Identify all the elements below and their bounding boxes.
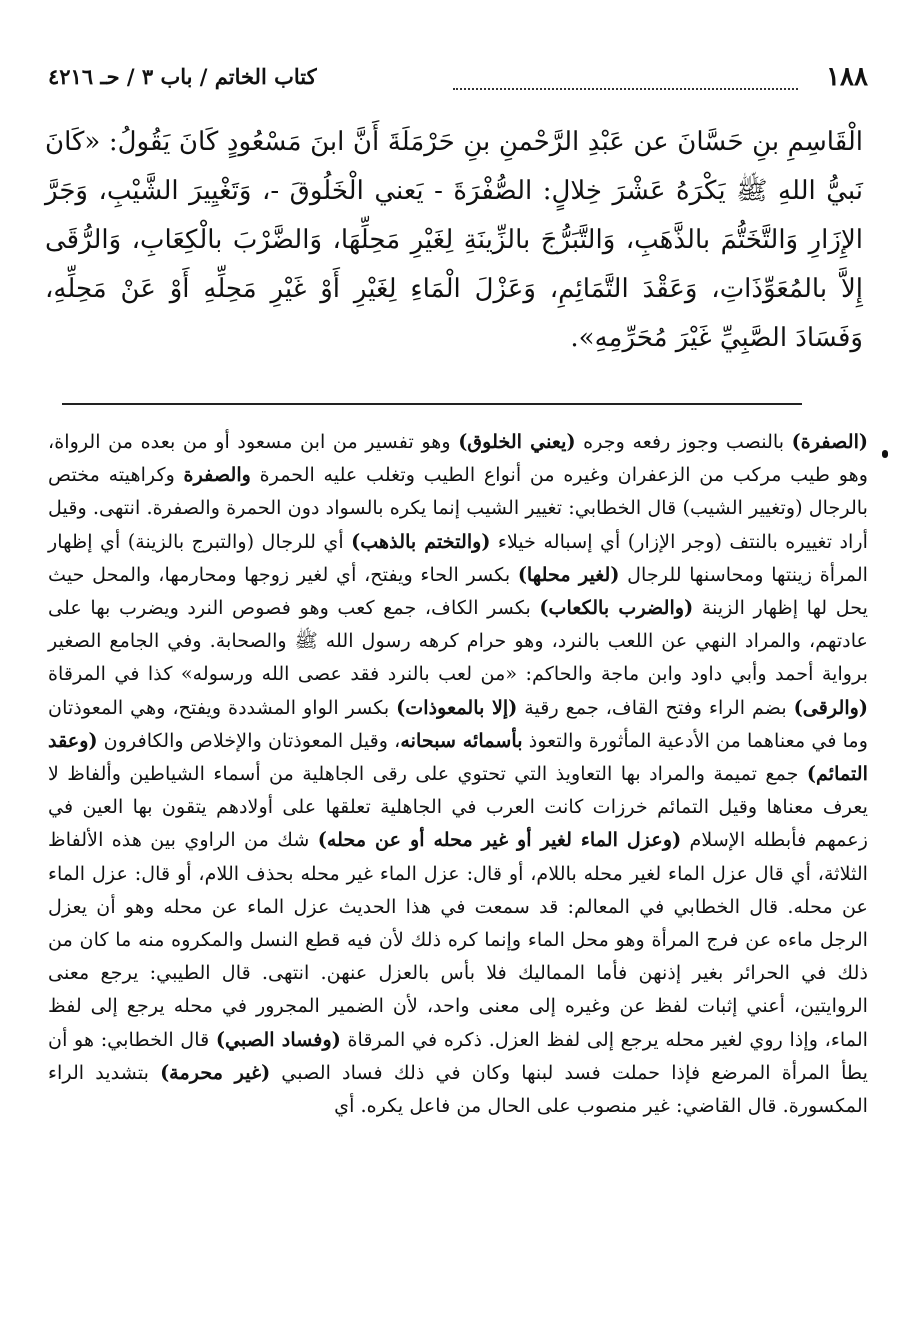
commentary-run: بكسر الواو المشددة ويفتح، وهي المعوذتان وما في معناهما من الأدعية المأثورة والتعوذ [48, 695, 868, 752]
hadith-text-block [45, 118, 863, 363]
commentary-keyword: (وعزل الماء لغير أو غير محله أو عن محله) [317, 828, 682, 852]
commentary-run: جمع تميمة والمراد بها التعاويذ التي تحتوي على رقى الجاهلية من أسماء الشياطين وألفاظ لا يعرف معناها وقيل التمائم خرزات كانت العرب في الجاهلية تعلقها على أولادهم يتقون بها العين في زعمهم فأبطله الإسلام [48, 762, 868, 852]
commentary-run: أي للرجال (والتبرج بالزينة) أي إظهار المرأة زينتها ومحاسنها للرجال [48, 529, 868, 586]
commentary-keyword: (لغير محلها) [517, 562, 620, 586]
dotted-leader [453, 88, 798, 90]
commentary-keyword: (والضرب بالكعاب) [539, 596, 694, 620]
commentary-run: وكراهيته مختص بالرجال (وتغيير الشيب) قال الخطابي: تغيير الشيب إنما يكره بالسواد دون الحمرة والصفرة. انتهى. وقيل أراد تغييره بالنتف (وجر الإزار) أي إسباله خيلاء [48, 463, 868, 553]
commentary-run: وهو تفسير من ابن مسعود أو من بعده من الرواة، وهو طيب مركب من الزعفران وغيره من أنواع الطيب وتغلب عليه الحمرة [48, 430, 869, 487]
commentary-run: بتشديد الراء المكسورة. قال القاضي: غير منصوب على الحال من فاعل يكره. أي [48, 1060, 868, 1118]
commentary-keyword: (الصفرة) [791, 430, 868, 453]
commentary-run: بالنصب وجوز رفعه وجره [575, 430, 792, 453]
commentary-keyword: بأسمائه سبحانه [400, 728, 523, 752]
commentary-block [48, 425, 868, 1122]
commentary-run: شك من الراوي بين هذه الألفاظ الثلاثة، أي قال عزل الماء لغير محله باللام، أو قال: عزل الماء غير محله بحذف اللام، أو قال: عزل الماء عن محله. قال الخطابي في المعالم: قد سمعت في هذا الحديث عزل الماء عن محله وهو أن يعزل الرجل ماءه عن فرج المرأة وهو محل الماء وإنما كره ذلك لأن فيه قطع النسل والمكروه منه ما كان من ذلك في الحرائر بغير إذنهن فأما المماليك فلا بأس بالعزل عنهن. انتهى. قال الطيبي: يرجع معنى الروايتين، أعني إثبات لفظ عن وغيره إلى معنى واحد، لأن الضمير المجرور في محله يرجع إلى لفظ الماء، وإذا روي لغير محله يرجع إلى لفظ العزل. ذكره في المرقاة [48, 828, 868, 1051]
commentary-keyword: (وفساد الصبي) [215, 1027, 341, 1051]
hadith-text: الْقَاسِمِ بنِ حَسَّانَ عن عَبْدِ الرَّحْمنِ بنِ حَرْمَلَةَ أَنَّ ابنَ مَسْعُودٍ كَانَ يَقُولُ: «كَانَ نَبيُّ اللهِ ﷺ يَكْرَهُ عَشْرَ خِلالٍ: الصُّفْرَةَ - يَعني الْخَلُوقَ -، وَتَغْيِيرَ الشَّيْبِ، وَجَرَّ الإِزَارِ وَالتَّخَتُّمَ بالذَّهَبِ، وَالتَّبَرُّجَ بالزِّينَةِ لِغَيْرِ مَحِلِّهَا، وَالضَّرْبَ بالْكِعَابِ، وَالرُّقَى إِلاَّ بالمُعَوِّذَاتِ، وَعَقْدَ التَّمَائِمِ، وَعَزْلَ الْمَاءِ لِغَيْرِ أَوْ غَيْرِ مَحِلِّهِ أَوْ عَنْ مَحِلِّهِ، وَفَسَادَ الصَّبِيِّ غَيْرَ مُحَرِّمِهِ». [45, 127, 863, 353]
commentary-run: بضم الراء وفتح القاف، جمع رقية [517, 695, 794, 719]
margin-mark [882, 450, 888, 458]
commentary-keyword: (والتختم بالذهب) [351, 529, 491, 553]
commentary-text [48, 425, 868, 1122]
commentary-keyword: (إلا بالمعوذات) [396, 695, 518, 719]
commentary-run: قال الخطابي: هو أن يطأ المرأة المرضع فإذا حملت فسد لبنها وكان في ذلك فساد الصبي [48, 1027, 869, 1084]
commentary-run: بكسر الكاف، جمع كعب وهو فصوص النرد ويضرب بها على عادتهم، والمراد النهي عن اللعب بالنرد، وهو حرام كرهه رسول الله ﷺ والصحابة. وفي الجامع الصغير برواية أحمد وأبي داود وابن ماجة والحاكم: «من لعب بالنرد فقد عصى الله ورسوله» كذا في المرقاة [48, 596, 868, 686]
commentary-run: ، وقيل المعوذتان والإخلاص والكافرون [97, 728, 401, 752]
commentary-run: بكسر الحاء ويفتح، أي لغير زوجها ومحارمها، والمحل حيث يحل لها إظهار الزينة [48, 562, 868, 620]
page-number: ١٨٨ [826, 62, 868, 92]
commentary-keyword: والصفرة [183, 463, 251, 487]
footnote-separator [62, 403, 802, 405]
commentary-keyword: (غير محرمة) [160, 1060, 271, 1084]
commentary-keyword: (وعقد التمائم) [48, 728, 868, 786]
page-header [48, 62, 868, 102]
running-title: كتاب الخاتم / باب ٣ / حـ ٤٢١٦ [48, 64, 317, 89]
commentary-keyword: (يعني الخلوق) [458, 430, 576, 453]
commentary-keyword: (والرقى) [793, 695, 869, 719]
